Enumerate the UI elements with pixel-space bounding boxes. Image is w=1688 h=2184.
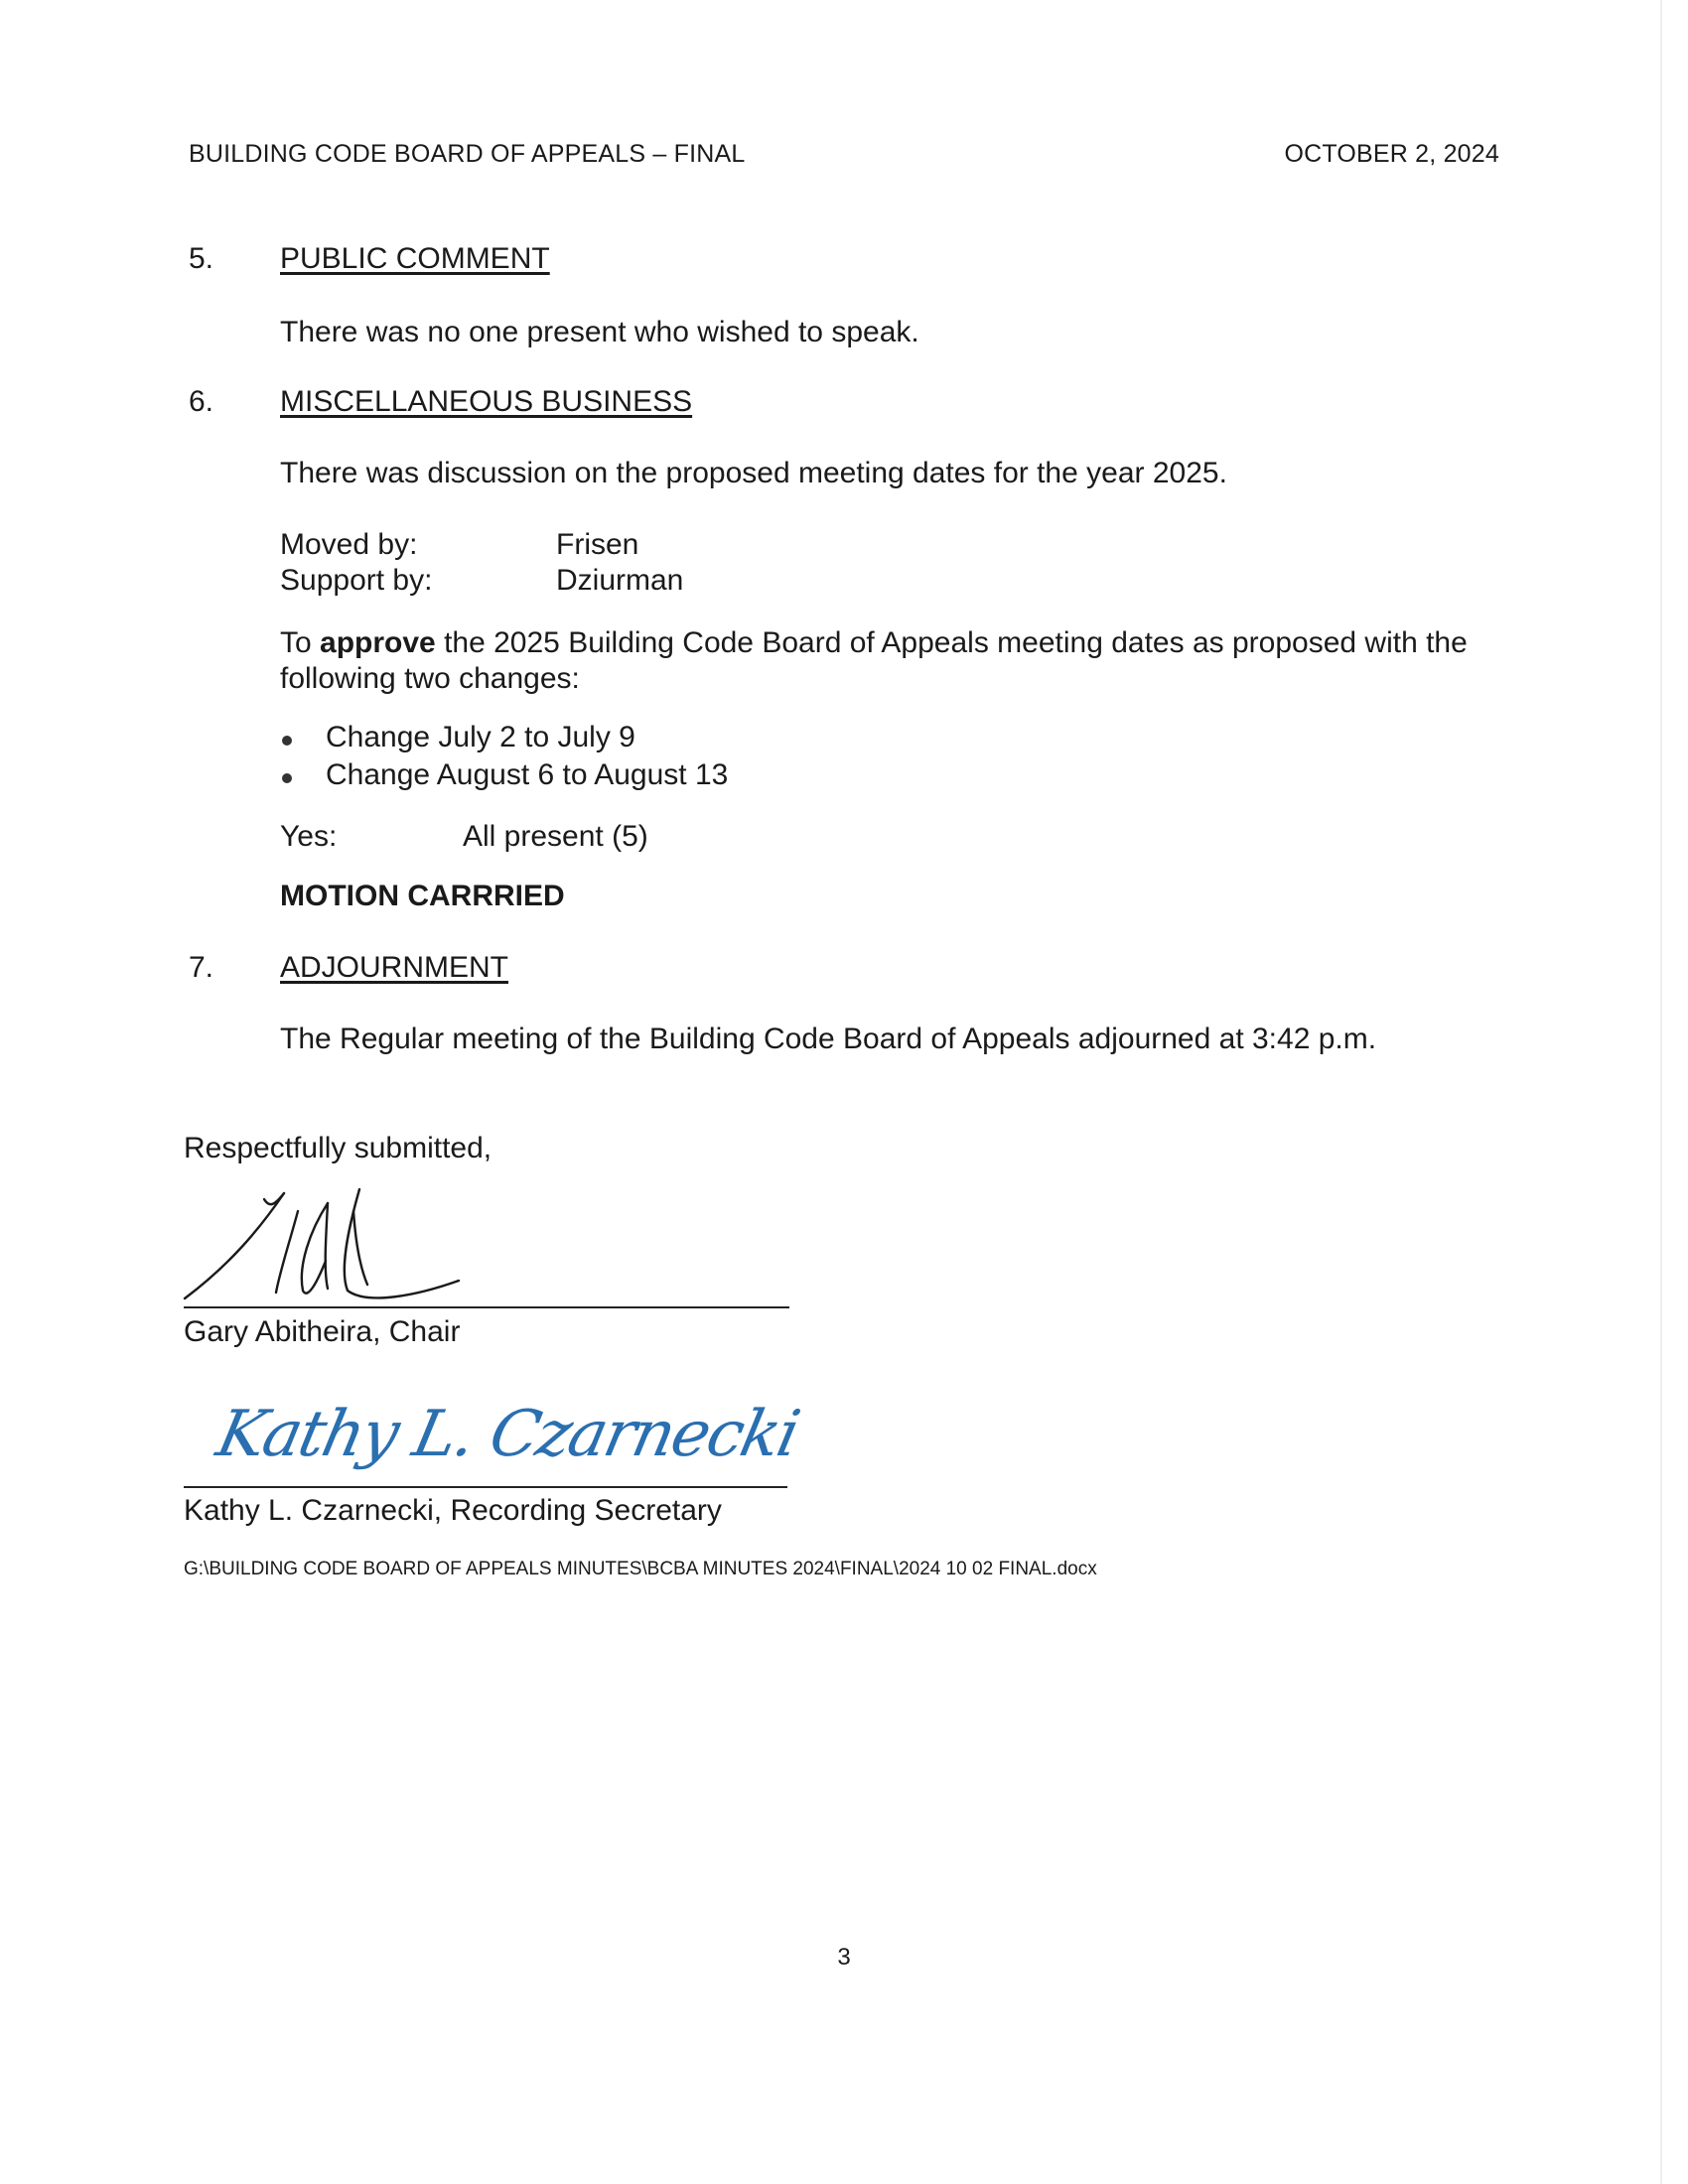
moved-by-value: Frisen <box>556 528 639 561</box>
vote-label: Yes: <box>280 820 338 853</box>
chair-signature <box>179 1181 477 1310</box>
section-5-text: There was no one present who wished to speak. <box>280 316 919 348</box>
motion-text-bold: approve <box>320 626 436 659</box>
secretary-signature <box>209 1390 805 1489</box>
section-5-number: 5. <box>189 242 214 275</box>
page-header <box>189 140 1499 174</box>
moved-by-label: Moved by: <box>280 528 418 561</box>
vote-value: All present (5) <box>463 820 648 853</box>
scan-edge-line <box>1660 0 1662 2184</box>
secretary-name: Kathy L. Czarnecki, Recording Secretary <box>184 1494 722 1527</box>
header-date: OCTOBER 2, 2024 <box>1284 140 1499 168</box>
section-6-number: 6. <box>189 385 214 418</box>
file-path: G:\BUILDING CODE BOARD OF APPEALS MINUTES\BCBA MINUTES 2024\FINAL\2024 10 02 FINAL.docx <box>184 1559 1097 1579</box>
motion-text-post: the 2025 Building Code Board of Appeals meeting dates as proposed with the following two changes: <box>280 626 1468 695</box>
section-7-number: 7. <box>189 951 214 984</box>
motion-result: MOTION CARRRIED <box>280 880 565 912</box>
chair-signature-line <box>184 1306 789 1308</box>
support-by-value: Dziurman <box>556 564 684 597</box>
bullet-icon <box>282 773 292 783</box>
section-6-text: There was discussion on the proposed meeting dates for the year 2025. <box>280 457 1227 489</box>
support-by-label: Support by: <box>280 564 433 597</box>
section-6-heading: MISCELLANEOUS BUSINESS <box>280 385 693 418</box>
respectfully-submitted: Respectfully submitted, <box>184 1132 492 1164</box>
motion-text-pre: To <box>280 626 321 659</box>
secretary-signature-text: Kathy L. Czarnecki <box>211 1398 805 1471</box>
bullet-icon <box>282 736 292 746</box>
page-number: 3 <box>837 1944 851 1971</box>
change-item-2: Change August 6 to August 13 <box>326 758 729 791</box>
chair-name: Gary Abitheira, Chair <box>184 1315 461 1348</box>
section-7-heading: ADJOURNMENT <box>280 951 508 984</box>
motion-text <box>280 625 1501 697</box>
header-title: BUILDING CODE BOARD OF APPEALS – FINAL <box>189 140 746 168</box>
section-5-heading: PUBLIC COMMENT <box>280 242 550 275</box>
change-item-1: Change July 2 to July 9 <box>326 721 635 753</box>
section-7-text: The Regular meeting of the Building Code Board of Appeals adjourned at 3:42 p.m. <box>280 1023 1377 1055</box>
secretary-signature-line <box>184 1486 787 1488</box>
